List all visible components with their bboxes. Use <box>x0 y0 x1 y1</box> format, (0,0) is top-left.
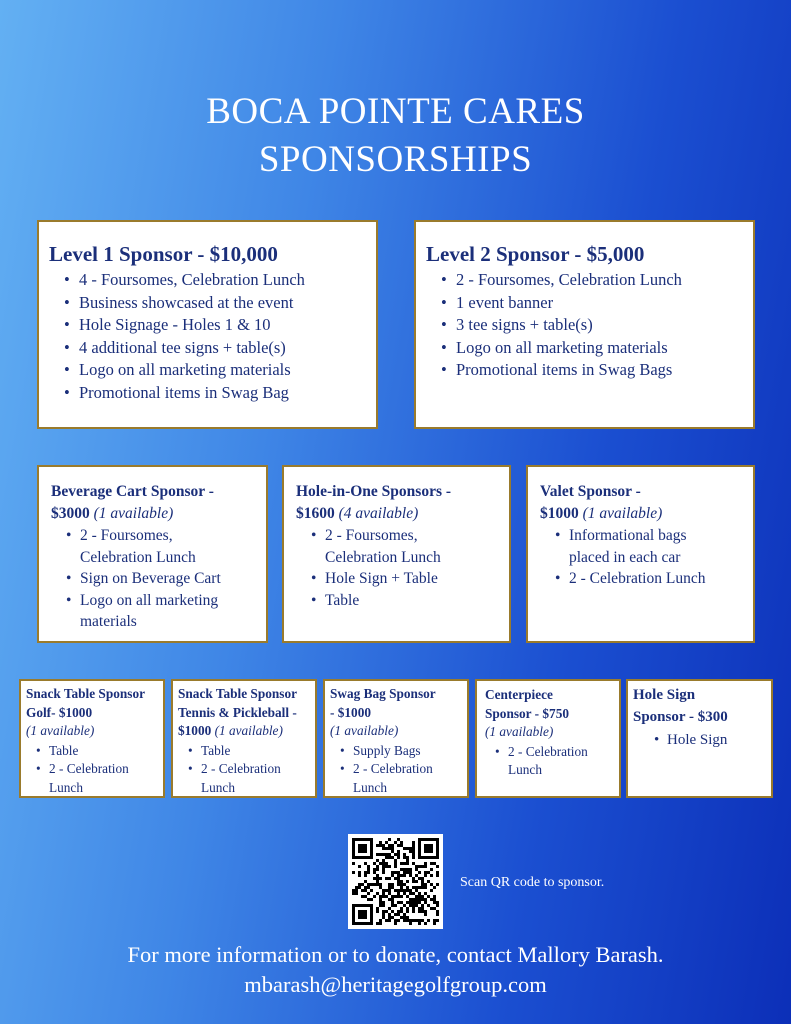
snack-golf-title-line2: Golf- $1000 <box>26 704 93 720</box>
holeinone-list <box>296 525 509 611</box>
list-item-line: 2 - Celebration <box>201 761 281 776</box>
holeinone-availability: (4 available) <box>338 504 419 522</box>
list-item <box>508 743 619 780</box>
list-item: • 1 event banner <box>456 292 753 315</box>
list-item-line: 2 - Celebration <box>353 761 433 776</box>
list-item <box>80 525 266 568</box>
list-item-line: materials <box>80 613 137 630</box>
list-item: • 2 - Celebration Lunch <box>569 568 753 590</box>
list-item: • Promotional items in Swag Bag <box>79 382 376 405</box>
level2-sponsor-card <box>414 220 755 429</box>
list-item-line: Lunch <box>508 762 542 777</box>
snack-golf-title-line1: Snack Table Sponsor <box>26 686 145 701</box>
list-item: • Promotional items in Swag Bags <box>456 359 753 382</box>
list-item: • Logo on all marketing materials <box>79 359 376 382</box>
list-item: • Table <box>325 590 509 612</box>
level1-title: Level 1 Sponsor - $10,000 <box>49 242 278 266</box>
level1-sponsor-card <box>37 220 378 429</box>
list-item-line: Informational bags <box>569 527 687 544</box>
valet-title-line1: Valet Sponsor - <box>540 483 641 500</box>
list-item-line: 2 - Foursomes, <box>325 527 418 544</box>
valet-list <box>540 525 753 590</box>
list-item: • 2 - Foursomes, Celebration Lunch <box>456 269 753 292</box>
level2-title: Level 2 Sponsor - $5,000 <box>426 242 645 266</box>
beverage-title <box>51 481 266 524</box>
swag-title-line2: - $1000 <box>330 704 371 720</box>
list-item <box>80 590 266 633</box>
centerpiece-availability: (1 available) <box>485 724 554 739</box>
holeinone-price: $1600 <box>296 504 335 522</box>
holesign-title <box>633 684 771 728</box>
list-item: • Hole Signage - Holes 1 & 10 <box>79 314 376 337</box>
snack-table-golf-sponsor-card <box>19 679 165 798</box>
footer-email[interactable]: mbarash@heritagegolfgroup.com <box>244 972 547 997</box>
snack-tennis-title-line2: Tennis & Pickleball - <box>178 704 297 720</box>
list-item: • Table <box>201 742 315 761</box>
holeinone-title <box>296 481 509 524</box>
list-item <box>353 760 467 797</box>
swag-list <box>330 742 467 798</box>
centerpiece-title-line1: Centerpiece <box>485 687 553 702</box>
list-item-line: Lunch <box>201 779 235 795</box>
list-item-line: 2 - Celebration <box>49 761 129 776</box>
snack-table-tennis-sponsor-card <box>171 679 317 798</box>
list-item-line: Logo on all marketing <box>80 591 219 609</box>
list-item-line: placed in each car <box>569 548 681 566</box>
title-line-1: BOCA POINTE CARES <box>206 91 585 132</box>
centerpiece-list <box>485 743 619 780</box>
list-item-line: Celebration Lunch <box>80 548 196 566</box>
title-line-2: SPONSORSHIPS <box>258 139 533 180</box>
swag-title <box>330 685 467 741</box>
centerpiece-title <box>485 686 619 742</box>
list-item: • Logo on all marketing materials <box>456 337 753 360</box>
list-item <box>569 525 753 568</box>
centerpiece-sponsor-card <box>475 679 621 798</box>
footer <box>0 940 791 1000</box>
hole-in-one-sponsor-card <box>282 465 511 643</box>
swag-bag-sponsor-card <box>323 679 469 798</box>
valet-title <box>540 481 753 524</box>
hole-sign-sponsor-card <box>626 679 773 798</box>
snack-tennis-price: $1000 <box>178 723 212 738</box>
snack-golf-availability: (1 available) <box>26 723 95 738</box>
beverage-title-line1: Beverage Cart Sponsor - <box>51 483 214 500</box>
snack-tennis-title-line1: Snack Table Sponsor <box>178 686 297 701</box>
snack-tennis-availability: (1 available) <box>214 723 283 738</box>
list-item: • Business showcased at the event <box>79 292 376 315</box>
snack-golf-list <box>26 742 163 798</box>
valet-sponsor-card <box>526 465 755 643</box>
list-item: • Table <box>49 742 163 761</box>
snack-tennis-title <box>178 685 315 741</box>
holeinone-title-line1: Hole-in-One Sponsors - <box>296 483 452 500</box>
list-item-line: 2 - Celebration <box>508 743 588 759</box>
qr-code-icon[interactable] <box>348 834 443 929</box>
list-item: • 3 tee signs + table(s) <box>456 314 753 337</box>
qr-code-graphic <box>352 838 439 925</box>
beverage-cart-sponsor-card <box>37 465 268 643</box>
list-item: • Sign on Beverage Cart <box>80 568 266 590</box>
qr-caption: Scan QR code to sponsor. <box>460 875 605 890</box>
holesign-list <box>633 729 771 751</box>
valet-price: $1000 <box>540 504 579 522</box>
list-item: • 4 additional tee signs + table(s) <box>79 337 376 360</box>
list-item: • 4 - Foursomes, Celebration Lunch <box>79 269 376 292</box>
footer-contact: For more information or to donate, contact Mallory Barash. <box>127 942 664 967</box>
holesign-title-line2: Sponsor - $300 <box>633 709 728 725</box>
list-item-line: 2 - Foursomes, <box>80 527 173 544</box>
swag-availability: (1 available) <box>330 723 399 738</box>
beverage-list <box>51 525 266 633</box>
level2-list <box>426 269 753 382</box>
list-item: • Supply Bags <box>353 742 467 761</box>
level1-list <box>49 269 376 404</box>
holesign-title-line1: Hole Sign <box>633 687 696 703</box>
list-item <box>201 760 315 797</box>
list-item-line: Lunch <box>49 779 83 795</box>
list-item-line: Lunch <box>353 779 387 795</box>
valet-availability: (1 available) <box>582 504 663 522</box>
beverage-availability: (1 available) <box>93 504 174 522</box>
snack-tennis-list <box>178 742 315 798</box>
list-item <box>325 525 509 568</box>
list-item <box>49 760 163 797</box>
list-item: • Hole Sign <box>667 729 771 751</box>
snack-golf-title <box>26 685 163 741</box>
list-item: • Hole Sign + Table <box>325 568 509 590</box>
list-item-line: Celebration Lunch <box>325 548 441 566</box>
page-title <box>0 88 791 184</box>
swag-title-line1: Swag Bag Sponsor <box>330 686 436 701</box>
beverage-price: $3000 <box>51 504 90 522</box>
centerpiece-title-line2: Sponsor - $750 <box>485 705 569 721</box>
